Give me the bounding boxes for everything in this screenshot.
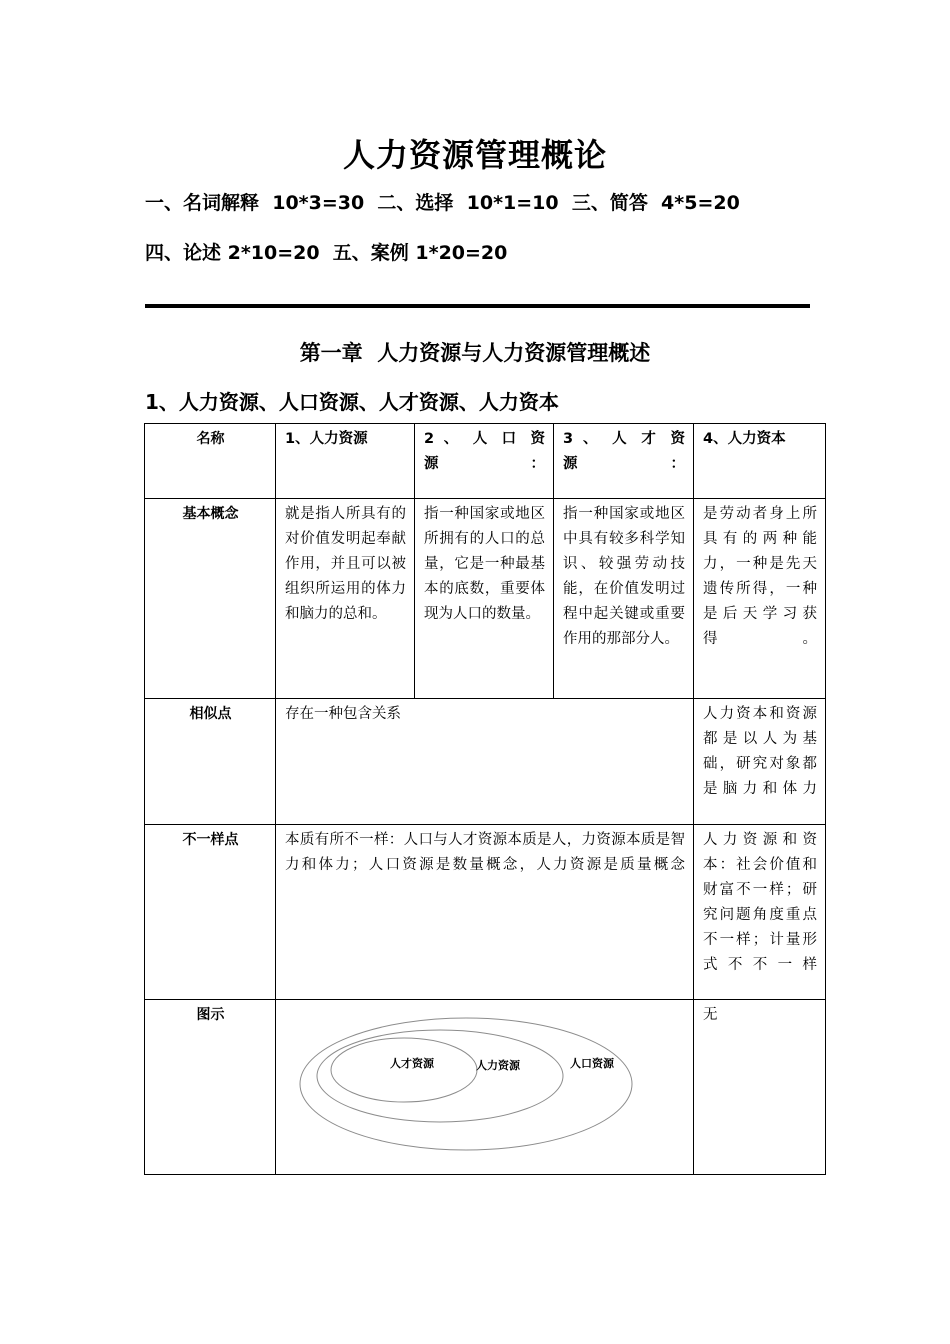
exam-structure-line-2: 四、论述 2*10=20 五、案例 1*20=20 [145, 242, 508, 264]
cell-basic-human-capital: 是劳动者身上所具有的两种能力，一种是先天遗传所得，一种是后天学习获得。 [694, 499, 826, 699]
header-population-resources: 2 、 人 口 资 源： [415, 424, 554, 499]
horizontal-divider [145, 304, 810, 308]
comparison-table [144, 423, 826, 1175]
cell-difference-merged: 本质有所不一样：人口与人才资源本质是人，力资源本质是智力和体力；人口资源是数量概念，人力资源是质量概念 [276, 825, 694, 1000]
cell-basic-human-resources: 就是指人所具有的对价值发明起奉献作用，并且可以被组织所运用的体力和脑力的总和。 [276, 499, 415, 699]
cell-similarity-human-capital: 人力资本和资源都是以人为基础，研究对象都是脑力和体力 [694, 699, 826, 825]
ellipse-population [300, 1018, 632, 1150]
table-header-row [145, 424, 826, 499]
section-title: 1、人力资源、人口资源、人才资源、人力资本 [145, 390, 559, 414]
table-row-basic-concept [145, 499, 826, 699]
nested-ellipse-diagram [276, 1000, 693, 1170]
row-label-diagram: 图示 [145, 1000, 276, 1175]
exam-structure-line-1: 一、名词解释 10*3=30 二、选择 10*1=10 三、简答 4*5=20 [145, 192, 740, 214]
chapter-title: 第一章 人力资源与人力资源管理概述 [299, 341, 651, 365]
header-human-capital: 4、人力资本 [694, 424, 826, 499]
table-row-diagram [145, 1000, 826, 1175]
label-human-resources: 人力资源 [476, 1059, 520, 1072]
table-row-difference [145, 825, 826, 1000]
ellipse-talent [331, 1038, 477, 1102]
header-human-resources: 1、人力资源 [276, 424, 415, 499]
table-row-similarity [145, 699, 826, 825]
cell-basic-population-resources: 指一种国家或地区所拥有的人口的总量，它是一种最基本的底数，重要体现为人口的数量。 [415, 499, 554, 699]
cell-difference-human-capital: 人力资源和资本：社会价值和财富不一样；研究问题角度重点不一样；计量形式不不一样 [694, 825, 826, 1000]
cell-basic-talent-resources: 指一种国家或地区中具有较多科学知识、较强劳动技能，在价值发明过程中起关键或重要作用的那部分人。 [554, 499, 694, 699]
cell-diagram [276, 1000, 694, 1175]
document-title: 人力资源管理概论 [342, 136, 607, 174]
cell-diagram-human-capital: 无 [694, 1000, 826, 1175]
header-name: 名称 [145, 424, 276, 499]
cell-similarity-merged: 存在一种包含关系 [276, 699, 694, 825]
ellipse-diagram-svg [276, 1000, 694, 1172]
row-label-basic-concept: 基本概念 [145, 499, 276, 699]
label-population-resources: 人口资源 [570, 1057, 614, 1070]
header-talent-resources: 3 、 人 才 资 源： [554, 424, 694, 499]
label-talent-resources: 人才资源 [390, 1057, 434, 1070]
ellipse-human-resources [317, 1030, 563, 1122]
row-label-difference: 不一样点 [145, 825, 276, 1000]
row-label-similarity: 相似点 [145, 699, 276, 825]
